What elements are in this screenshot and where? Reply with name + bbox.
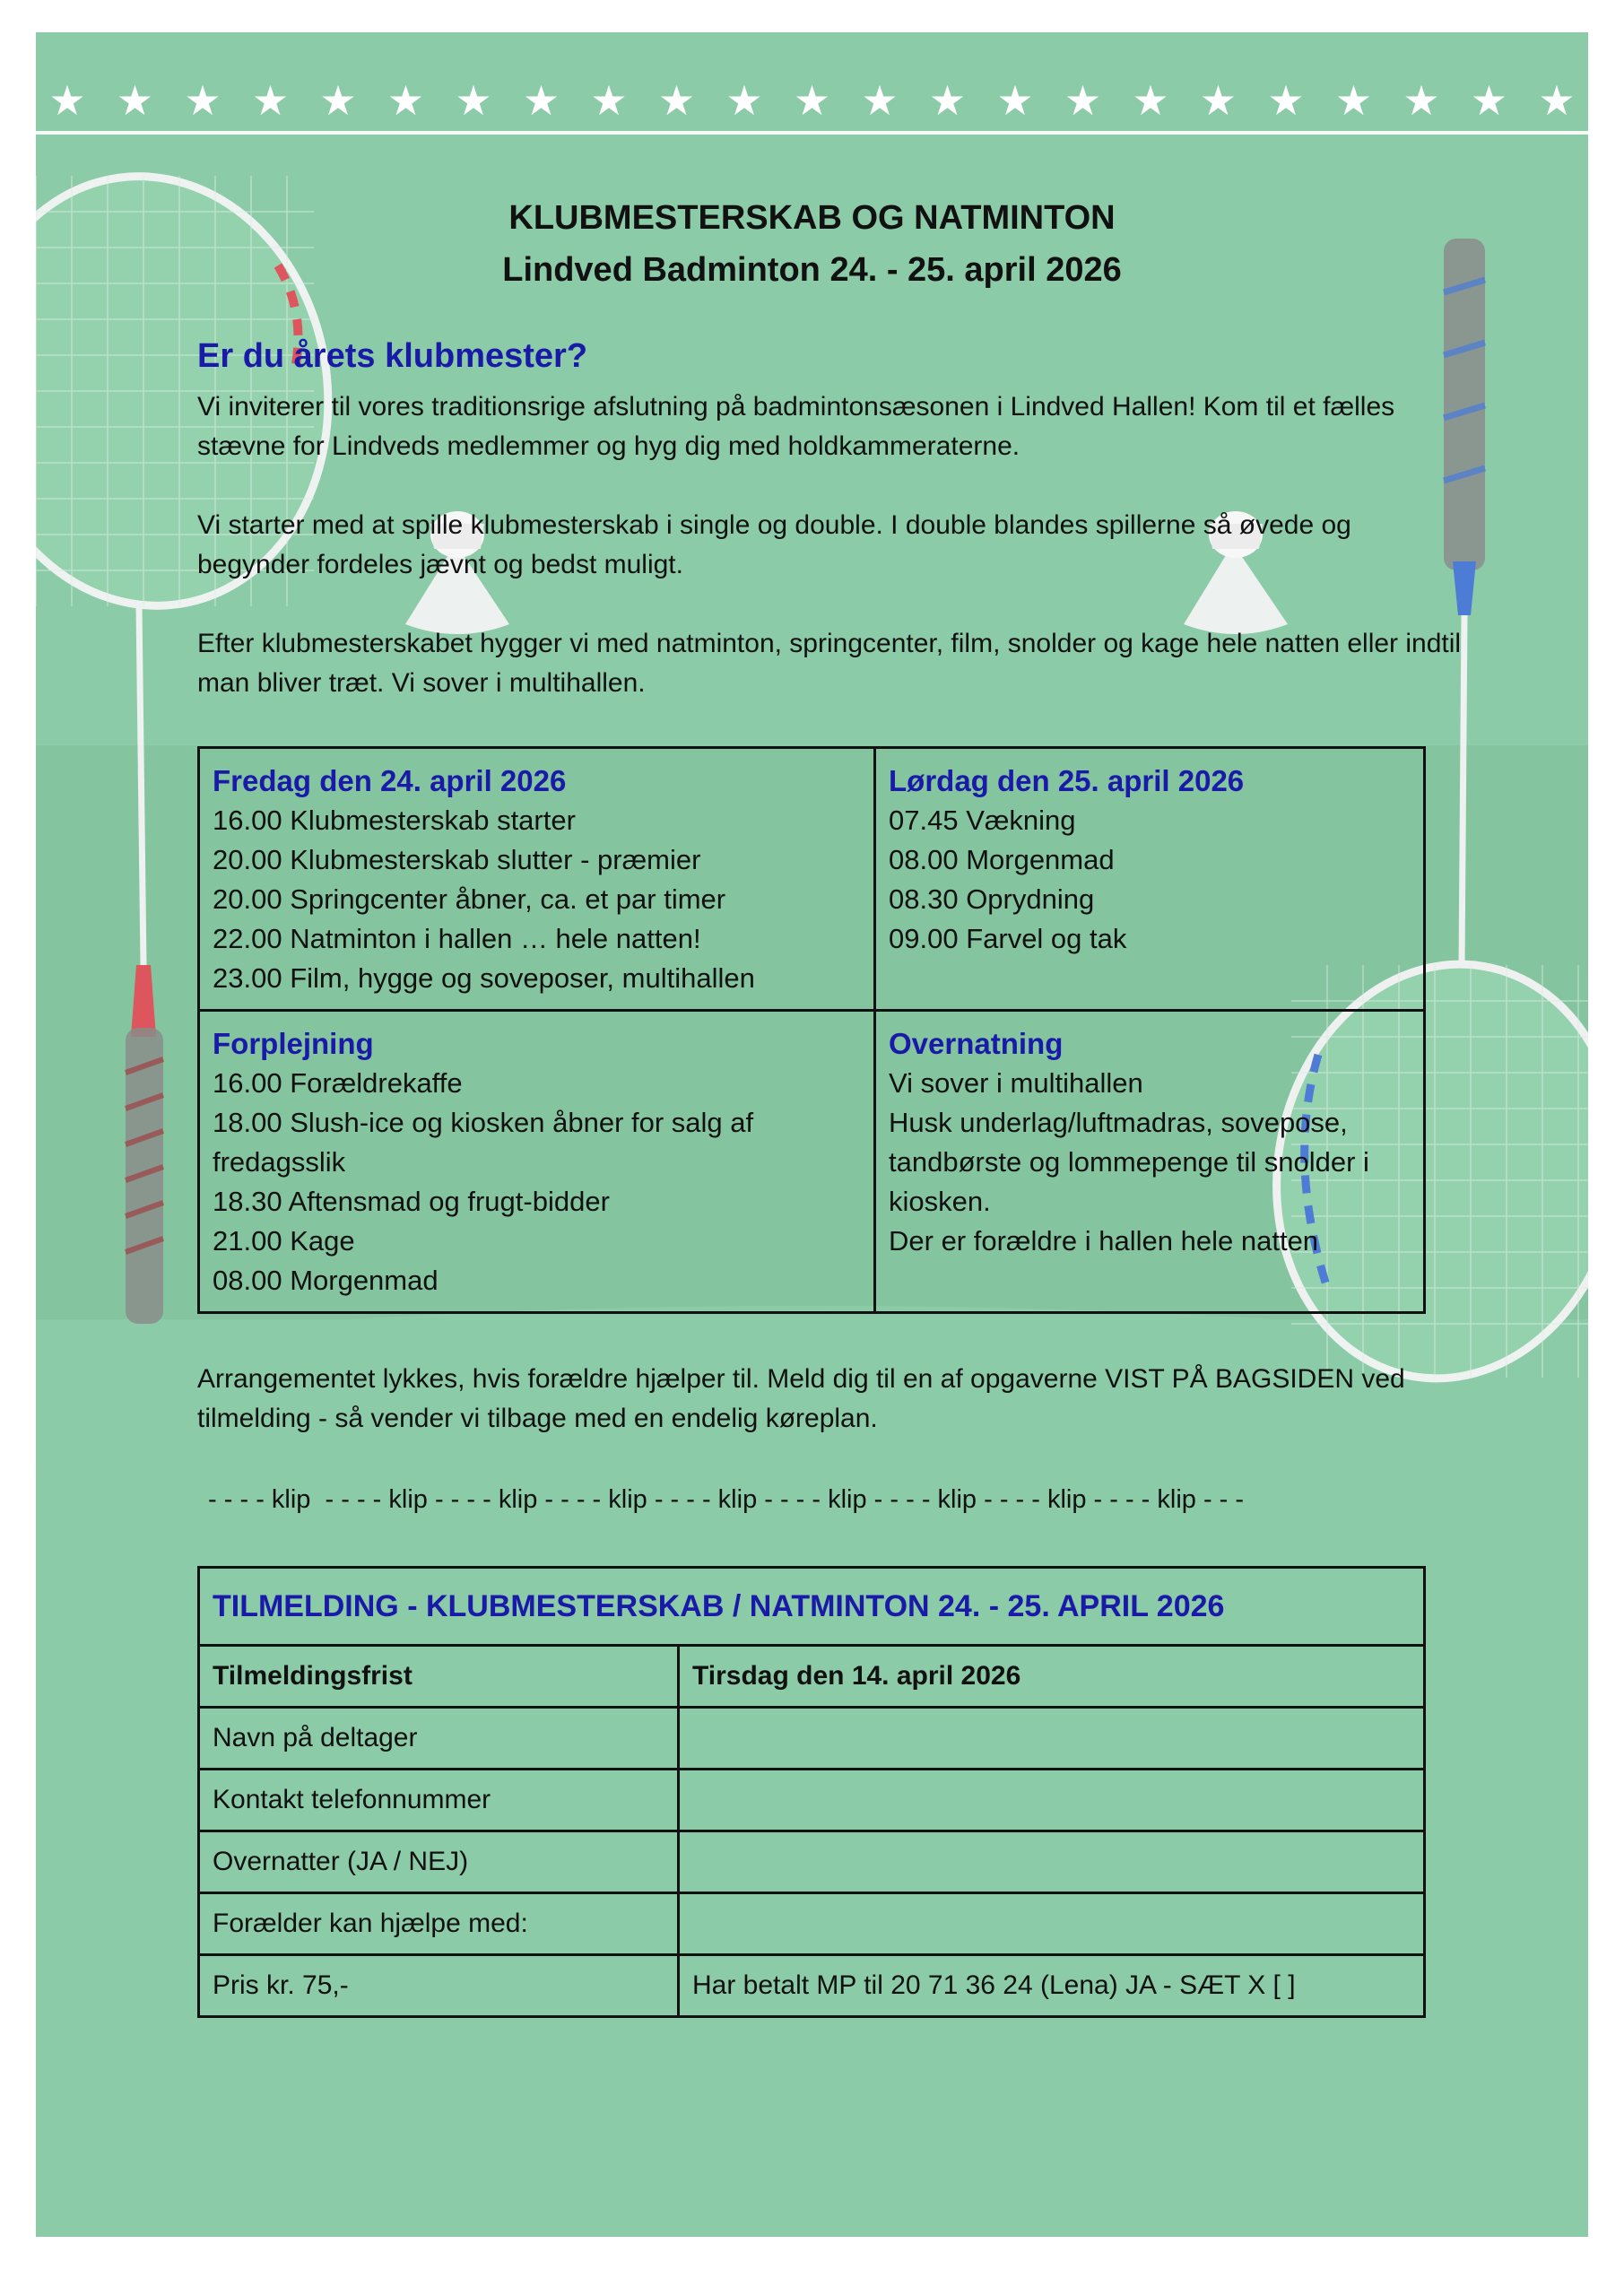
star-icon: ★ [996,76,1034,125]
intro-paragraph-2: Vi starter med at spille klubmesterskab i single og double. I double blandes spillerne så øvede og begynder fordeles jævnt og bedst muligt. [197,510,1351,579]
star-icon: ★ [1132,76,1169,125]
overnight-item: Vi sover i multihallen [889,1067,1143,1099]
overnight-item: Der er forældre i hallen hele natten [889,1225,1319,1257]
intro-paragraph-1: Vi inviterer til vores traditionsrige afslutning på badmintonsæsonen i Lindved Hallen! Kom til et fælles stævne for Lindveds medlemmer og hyg dig med holdkammeraterne. [197,392,1395,461]
star-icon: ★ [116,76,154,125]
schedule-table [197,746,1426,1314]
catering-item: 08.00 Morgenmad [213,1265,439,1296]
star-icon: ★ [861,76,899,125]
friday-heading: Fredag den 24. april 2026 [213,764,567,797]
saturday-item: 08.00 Morgenmad [889,844,1115,875]
saturday-item: 08.30 Oprydning [889,883,1095,915]
cut-line: - - - - klip - - - - klip - - - - klip - - - - klip - - - - klip - - - - klip - - - - klip - - - - klip - - - - klip - - - [201,1485,1245,1514]
parent-help-label: Forælder kan hjælpe med: [199,1893,679,1955]
page-subtitle: Lindved Badminton 24. - 25. april 2026 [502,251,1122,289]
star-icon: ★ [1470,76,1508,125]
deadline-value: Tirsdag den 14. april 2026 [679,1646,1425,1708]
participant-name-field[interactable] [679,1708,1425,1770]
star-icon: ★ [184,76,221,125]
friday-item: 23.00 Film, hygge og soveposer, multihallen [213,962,755,994]
star-icon: ★ [1199,76,1238,125]
overnight-heading: Overnatning [889,1027,1064,1060]
friday-item: 16.00 Klubmesterskab starter [213,804,576,836]
star-icon: ★ [1064,76,1102,125]
table-row [199,1831,1425,1893]
phone-label: Kontakt telefonnummer [199,1770,679,1831]
parent-help-field[interactable] [679,1893,1425,1955]
friday-item: 22.00 Natminton i hallen … hele natten! [213,923,701,954]
intro-paragraph-3: Efter klubmesterskabet hygger vi med natminton, springcenter, film, snolder og kage hele natten eller indtil man bliver træt. Vi sover i multihallen. [197,629,1462,698]
page-title: KLUBMESTERSKAB OG NATMINTON [508,199,1116,237]
table-row [199,1955,1425,2017]
friday-item: 20.00 Springcenter åbner, ca. et par timer [213,883,726,915]
star-icon: ★ [386,76,425,125]
table-row [199,1770,1425,1831]
friday-item: 20.00 Klubmesterskab slutter - præmier [213,844,701,875]
catering-heading: Forplejning [213,1027,374,1060]
table-row [199,1646,1425,1708]
intro-heading: Er du årets klubmester? [197,337,588,375]
star-icon: ★ [1403,76,1440,125]
star-icon: ★ [319,76,357,125]
star-icon: ★ [455,76,492,125]
catering-item: 16.00 Forældrekaffe [213,1067,463,1099]
catering-item: 18.30 Aftensmad og frugt-bidder [213,1186,610,1217]
catering-cell [199,1011,875,1313]
phone-field[interactable] [679,1770,1425,1831]
saturday-heading: Lørdag den 25. april 2026 [889,764,1245,797]
catering-item: 21.00 Kage [213,1225,355,1257]
star-icon: ★ [928,76,967,125]
deadline-label: Tilmeldingsfrist [199,1646,679,1708]
registration-form [197,1566,1426,2018]
star-icon: ★ [1267,76,1305,125]
star-icon: ★ [793,76,831,125]
star-icon: ★ [251,76,290,125]
star-icon: ★ [522,76,560,125]
star-icon: ★ [1538,76,1576,125]
star-icon: ★ [657,76,696,125]
saturday-item: 07.45 Vækning [889,804,1076,836]
overnight-item: Husk underlag/luftmadras, sovepose, tandbørste og lommepenge til snolder i kiosken. [889,1107,1369,1217]
table-row [199,1893,1425,1955]
catering-item: 18.00 Slush-ice og kiosken åbner for salg af fredagsslik [213,1107,754,1178]
star-icon: ★ [48,76,86,125]
table-row [199,1708,1425,1770]
friday-cell [199,748,875,1011]
overnight-label: Overnatter (JA / NEJ) [199,1831,679,1893]
overnight-field[interactable] [679,1831,1425,1893]
poster [36,32,1588,2237]
star-icon: ★ [725,76,763,125]
registration-title: TILMELDING - KLUBMESTERSKAB / NATMINTON 24. - 25. APRIL 2026 [199,1568,1425,1646]
saturday-item: 09.00 Farvel og tak [889,923,1127,954]
star-icon: ★ [590,76,628,125]
overnight-cell [875,1011,1425,1313]
arrangement-text: Arrangementet lykkes, hvis forældre hjælper til. Meld dig til en af opgaverne VIST PÅ BAGSIDEN ved tilmelding - så vender vi tilbage med en endelig køreplan. [197,1364,1405,1433]
payment-field[interactable]: Har betalt MP til 20 71 36 24 (Lena) JA - SÆT X [ ] [679,1955,1425,2017]
saturday-cell [875,748,1425,1011]
star-icon: ★ [1334,76,1373,125]
price-label: Pris kr. 75,- [199,1955,679,2017]
participant-name-label: Navn på deltager [199,1708,679,1770]
